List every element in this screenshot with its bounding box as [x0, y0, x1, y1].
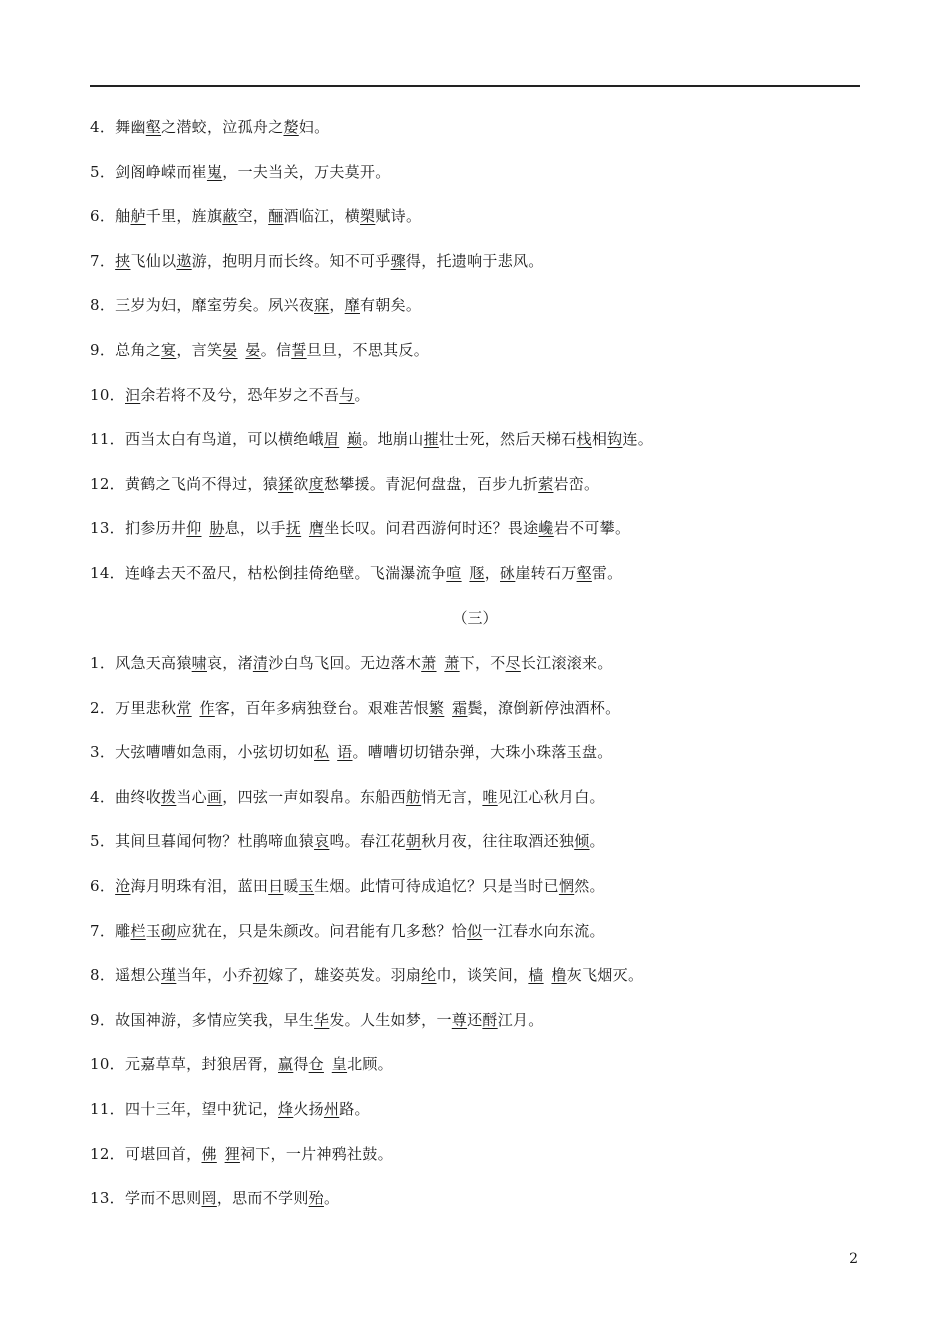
underlined-char: 舫 [405, 787, 422, 806]
item-text: 11．西当太白有鸟道，可以横绝峨 [90, 430, 324, 449]
item-text: 相 [591, 430, 608, 449]
underlined-char: 钩 [607, 430, 623, 449]
item-text: 得，托遗响于悲风。 [405, 251, 544, 270]
dictation-item [90, 876, 605, 896]
dictation-item [90, 1144, 393, 1164]
dictation-item [90, 787, 605, 807]
underlined-char: 晏 [222, 341, 238, 359]
item-text: 下，不 [459, 654, 506, 672]
item-text: 4．曲终收 [90, 787, 162, 806]
item-text: 鬓，潦倒新停浊酒杯。 [467, 698, 621, 717]
item-text: 生烟。此情可待成追忆？只是当时已 [314, 877, 559, 895]
item-text [324, 1055, 332, 1073]
item-text: 哀，渚 [206, 654, 253, 672]
item-text: 10．元嘉草草，封狼居胥， [90, 1055, 278, 1074]
item-text: 雷。 [591, 564, 623, 582]
item-text: 2．万里悲秋 [90, 698, 177, 717]
underlined-char: 皇 [331, 1055, 348, 1074]
item-text: 应犹在，只是朱颜改。问君能有几多愁？恰 [176, 921, 468, 940]
item-text: 愁攀援。青泥何盘盘，百步九折 [323, 474, 539, 493]
item-text: 5．其间旦暮闻何物？杜鹃啼血猿 [90, 832, 315, 851]
underlined-char: 巅 [347, 430, 363, 449]
item-text: 海月明珠有泪，蓝田 [130, 877, 269, 895]
underlined-char: 度 [308, 474, 324, 493]
underlined-char: 猱 [278, 474, 294, 493]
dictation-item [90, 1099, 370, 1119]
item-text: 长江滚滚来。 [520, 654, 613, 672]
underlined-char: 壑 [145, 118, 162, 136]
item-text: 7． [90, 251, 116, 270]
underlined-char: 抚 [285, 519, 302, 538]
dictation-item [90, 295, 421, 315]
dictation-item [90, 429, 653, 449]
dictation-item [90, 742, 613, 762]
item-text: 江月。 [497, 1010, 544, 1029]
item-text: 1．风急天高猿 [90, 654, 192, 672]
underlined-char: 汩 [125, 385, 141, 404]
underlined-char: 州 [323, 1100, 340, 1118]
item-text: 6．舳 [90, 207, 131, 226]
underlined-char: 惘 [558, 877, 575, 895]
item-text: 坐长叹。问君西游何时还？畏途 [324, 519, 539, 538]
item-text: 余若将不及兮，恐年岁之不吾 [140, 385, 340, 404]
item-text: 。 [323, 1189, 340, 1208]
underlined-char: 清 [252, 654, 269, 672]
dictation-item [90, 1010, 544, 1030]
item-text: 。信 [260, 341, 292, 359]
item-text: 玉 [145, 921, 162, 940]
underlined-char: 尊 [451, 1010, 468, 1029]
underlined-char: 樯 [528, 966, 544, 985]
underlined-char: 舻 [130, 207, 146, 226]
item-text: 一江春水向东流。 [482, 921, 605, 940]
underlined-char: 橹 [551, 966, 567, 985]
underlined-char: 嵬 [206, 162, 223, 181]
underlined-char: 烽 [278, 1100, 294, 1118]
dictation-item [90, 206, 421, 226]
underlined-char: 眉 [323, 430, 340, 449]
underlined-char: 日 [268, 877, 284, 895]
underlined-char: 唯 [482, 787, 498, 806]
item-text: 悄无言， [421, 787, 483, 806]
underlined-char: 繁 [429, 698, 445, 717]
item-text [339, 430, 347, 448]
underlined-char: 骤 [390, 251, 406, 270]
item-text: 发。人生如梦，一 [329, 1010, 452, 1029]
item-text: 鸣。春江花 [329, 832, 406, 851]
item-text: 之潜蛟，泣孤舟之 [161, 118, 284, 136]
underlined-char: 啸 [191, 654, 207, 672]
item-text: 8．三岁为妇，靡室劳矣。夙兴夜 [90, 296, 315, 315]
item-text: 嫁了，雄姿英发。羽扇 [268, 966, 422, 985]
item-text: 当年，小乔 [176, 966, 253, 985]
underlined-char: 语 [337, 743, 353, 762]
underlined-char: 嫠 [283, 118, 299, 136]
underlined-char: 栈 [576, 430, 592, 449]
underlined-char: 豗 [469, 564, 485, 582]
item-text: 。地崩山 [362, 430, 424, 449]
underlined-char: 壑 [576, 564, 592, 582]
item-text: 10． [90, 385, 125, 404]
item-text: 巾，谈笑间， [436, 966, 529, 985]
item-text: ，思而不学则 [216, 1189, 309, 1208]
underlined-char: 栏 [130, 921, 146, 940]
item-text: ，四弦一声如裂帛。东船西 [222, 787, 406, 806]
item-text: 灰飞烟灭。 [566, 966, 644, 985]
item-text: 7．雕 [90, 921, 131, 940]
underlined-char: 哀 [314, 832, 330, 851]
item-text: 旦旦，不思其反。 [306, 341, 430, 359]
item-text: ， [484, 564, 501, 582]
underlined-char: 华 [314, 1010, 330, 1029]
dictation-item [90, 518, 630, 538]
item-text: 崖转石万 [515, 564, 577, 582]
underlined-char: 尽 [505, 654, 521, 672]
underlined-char: 殆 [308, 1189, 324, 1208]
underlined-char: 遨 [176, 251, 192, 270]
item-text: 12．黄鹤之飞尚不得过，猿 [90, 474, 278, 493]
item-text: 8．遥想公 [90, 966, 162, 985]
underlined-char: 寐 [314, 296, 330, 315]
dictation-item [90, 117, 329, 137]
underlined-char: 胁 [209, 519, 225, 538]
item-text: 当心 [176, 787, 207, 806]
underlined-char: 瑾 [161, 966, 177, 985]
underlined-char: 酹 [482, 1010, 498, 1029]
item-text: 息，以手 [224, 519, 286, 538]
item-text: 火扬 [293, 1100, 324, 1118]
item-text: 妇。 [298, 118, 330, 136]
item-text: 。嘈嘈切切错杂弹，大珠小珠落玉盘。 [352, 743, 613, 762]
dictation-item [90, 698, 620, 718]
item-text: 然。 [574, 877, 605, 895]
underlined-char: 佛 [201, 1144, 217, 1163]
underlined-char: 初 [252, 966, 269, 985]
underlined-char: 靡 [344, 296, 360, 315]
item-text: 岩峦。 [553, 474, 600, 493]
item-text: 4．舞幽 [90, 118, 146, 136]
dictation-item [90, 1188, 339, 1208]
underlined-char: 酾 [268, 207, 284, 226]
item-text: 赋诗。 [375, 207, 422, 226]
item-text: 11．四十三年，望中犹记， [90, 1100, 278, 1118]
item-text: 14．连峰去天不盈尺，枯松倒挂倚绝壁。飞湍瀑流争 [90, 564, 447, 582]
item-text: 9．总角之 [90, 341, 162, 359]
underlined-char: 膺 [308, 519, 325, 538]
page-number: 2 [849, 1251, 858, 1267]
underlined-char: 画 [206, 787, 223, 806]
header-rule [90, 85, 860, 87]
dictation-item [90, 921, 605, 941]
dictation-item [90, 653, 613, 673]
underlined-char: 挟 [115, 251, 131, 270]
dictation-item [90, 831, 605, 851]
dictation-item [90, 162, 391, 182]
underlined-char: 拨 [161, 787, 177, 806]
item-text [444, 699, 452, 717]
dictation-item [90, 563, 622, 583]
underlined-char: 倾 [574, 832, 590, 851]
item-text: 秋月夜，往往取酒还独 [421, 832, 575, 851]
item-text [329, 743, 337, 761]
item-text: 空， [237, 207, 269, 226]
underlined-char: 狸 [224, 1144, 240, 1163]
item-text: 北顾。 [347, 1055, 393, 1074]
item-text [301, 519, 309, 537]
underlined-char: 萧 [444, 654, 460, 672]
underlined-char: 朝 [405, 832, 422, 851]
underlined-char: 喧 [446, 564, 462, 582]
underlined-char: 仓 [308, 1055, 324, 1074]
item-text: 欲 [293, 474, 309, 493]
underlined-char: 常 [176, 698, 192, 717]
underlined-char: 砯 [500, 564, 516, 582]
item-text: 有朝矣。 [359, 296, 422, 315]
underlined-char: 玉 [298, 877, 315, 895]
item-text: 岩不可攀。 [553, 519, 631, 538]
underlined-char: 似 [467, 921, 483, 940]
item-text: 5．剑阁峥嵘而崔 [90, 162, 207, 181]
item-text: 游，抱明月而长终。知不可乎 [191, 251, 391, 270]
dictation-item [90, 385, 370, 405]
underlined-char: 蔽 [222, 207, 238, 226]
item-text: 路。 [339, 1100, 370, 1118]
underlined-char: 宴 [161, 341, 177, 359]
dictation-item [90, 965, 643, 985]
item-text: 13．扪参历井 [90, 519, 187, 538]
underlined-char: 罔 [201, 1189, 217, 1208]
item-text: 6． [90, 877, 116, 895]
dictation-item [90, 1054, 393, 1074]
item-text: ，一夫当关，万夫莫开。 [222, 162, 391, 181]
item-text: 13．学而不思则 [90, 1189, 202, 1208]
item-text: ，言笑 [176, 341, 223, 359]
item-text: 得 [293, 1055, 309, 1074]
section-heading: （三） [452, 609, 498, 627]
item-text: 壮士死，然后天梯石 [438, 430, 577, 449]
item-text: 。 [589, 832, 605, 851]
underlined-char: 私 [314, 743, 330, 762]
item-text: 见江心秋月白。 [497, 787, 605, 806]
underlined-char: 赢 [278, 1055, 294, 1074]
underlined-char: 沧 [115, 877, 131, 895]
underlined-char: 誓 [291, 341, 307, 359]
underlined-char: 巉 [538, 519, 554, 538]
underlined-char: 槊 [360, 207, 376, 226]
item-text: 还 [467, 1010, 483, 1029]
item-text: 9．故国神游，多情应笑我，早生 [90, 1010, 315, 1029]
item-text [217, 1145, 225, 1163]
underlined-char: 摧 [423, 430, 439, 449]
underlined-char: 晏 [245, 341, 261, 359]
underlined-char: 萦 [538, 474, 554, 493]
item-text: 。 [354, 385, 370, 404]
item-text: 暖 [283, 877, 299, 895]
item-text: 酒临江，横 [283, 207, 361, 226]
item-text: 客，百年多病独登台。艰难苦恨 [214, 698, 429, 717]
item-text: 祠下，一片神鸦社鼓。 [239, 1144, 393, 1163]
dictation-item [90, 251, 544, 271]
underlined-char: 作 [199, 698, 215, 717]
item-text: 连。 [622, 430, 654, 449]
underlined-char: 仰 [186, 519, 202, 538]
dictation-item [90, 340, 429, 360]
item-text: 3．大弦嘈嘈如急雨，小弦切切如 [90, 743, 315, 762]
item-text: 沙白鸟飞回。无边落木 [268, 654, 422, 672]
item-text: 千里，旌旗 [145, 207, 223, 226]
underlined-char: 纶 [421, 966, 437, 985]
item-text: 12．可堪回首， [90, 1144, 202, 1163]
item-text: ， [329, 296, 345, 315]
dictation-item [90, 474, 599, 494]
underlined-char: 霜 [452, 698, 468, 717]
item-text: 飞仙以 [130, 251, 177, 270]
underlined-char: 与 [339, 385, 355, 404]
underlined-char: 砌 [161, 921, 177, 940]
underlined-char: 萧 [421, 654, 437, 672]
